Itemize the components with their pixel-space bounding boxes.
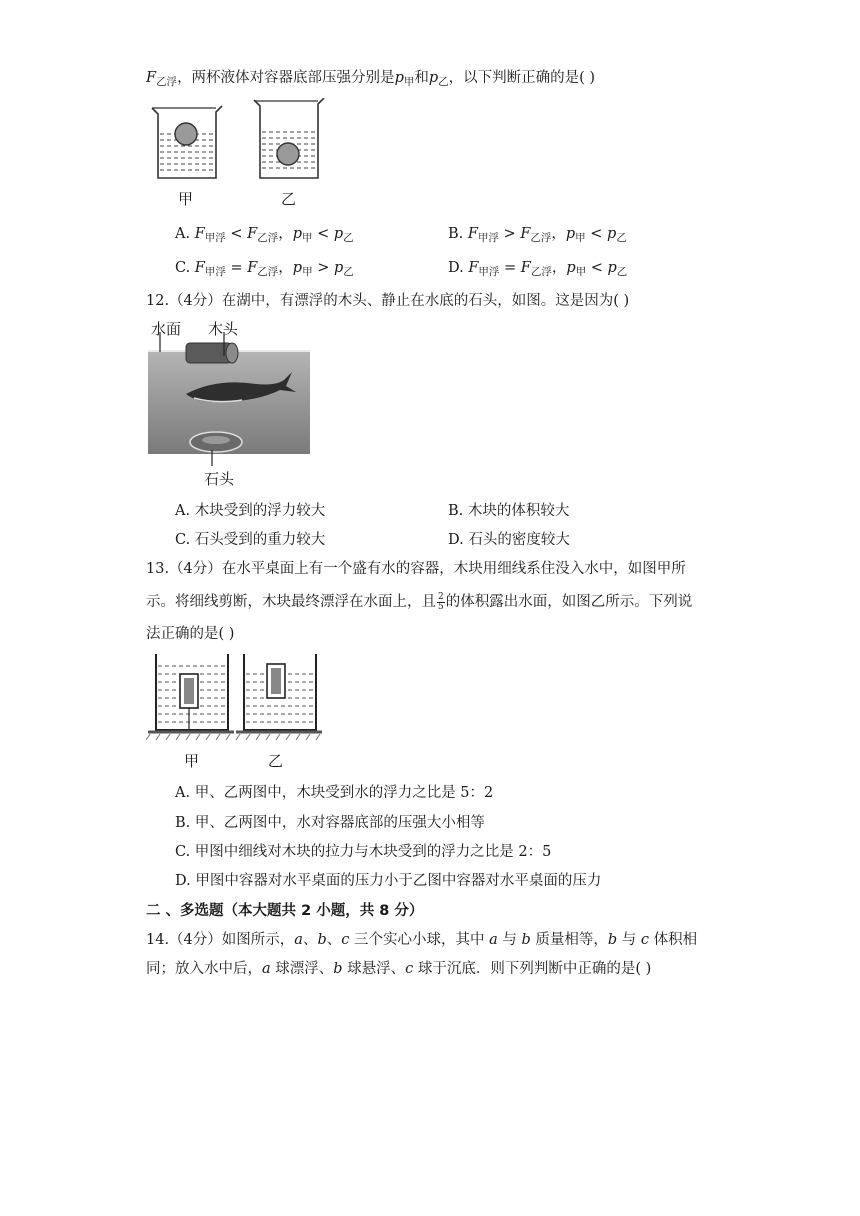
q11-option-a[interactable]: A. $F_{甲浮} < F_{乙浮}$，$p_甲 < p_乙$ bbox=[175, 226, 354, 244]
q11-beaker-figure bbox=[146, 98, 336, 188]
q13-stem-line1: 13.（4分）在水平桌面上有一个盛有水的容器，木块用细线系住没入水中，如图甲所 bbox=[146, 561, 686, 577]
q11-option-c[interactable]: C. $F_{甲浮} = F_{乙浮}$，$p_甲 > p_乙$ bbox=[175, 260, 354, 278]
q13-label-yi: 乙 bbox=[268, 752, 284, 770]
q12-stem: 12.（4分）在湖中，有漂浮的木头、静止在水底的石头，如图。这是因为( ) bbox=[146, 293, 630, 309]
wood-log bbox=[186, 343, 238, 363]
q13-container-figure bbox=[146, 650, 322, 746]
beaker-yi bbox=[254, 98, 324, 178]
q11-label-yi: 乙 bbox=[281, 190, 297, 208]
q12-option-c[interactable]: C. 石头受到的重力较大 bbox=[175, 532, 326, 548]
ball-jia bbox=[175, 123, 197, 145]
q13-option-c[interactable]: C. 甲图中细线对木块的拉力与木块受到的浮力之比是 2：5 bbox=[175, 844, 552, 860]
container-jia bbox=[146, 654, 234, 740]
q11-option-b[interactable]: B. $F_{甲浮} > F_{乙浮}$，$p_甲 < p_乙$ bbox=[448, 226, 627, 244]
container-yi bbox=[236, 654, 322, 740]
label-wood: 木头 bbox=[208, 320, 239, 338]
q13-option-b[interactable]: B. 甲、乙两图中，水对容器底部的压强大小相等 bbox=[175, 815, 485, 831]
q14-stem-line2: 同；放入水中后，a 球漂浮、b 球悬浮、c 球于沉底．则下列判断中正确的是( ) bbox=[146, 961, 652, 977]
q12-lake-figure bbox=[146, 314, 316, 490]
label-water-surface: 水面 bbox=[151, 320, 182, 338]
q13-option-d[interactable]: D. 甲图中容器对水平桌面的压力小于乙图中容器对水平桌面的压力 bbox=[175, 873, 602, 889]
fraction-two-fifths: $\frac{2}{5}$ bbox=[438, 591, 444, 612]
q13-stem-line2: 示。将细线剪断，木块最终漂浮在水面上，且 $\frac{2}{5}$ 的体积露出水面，如图乙所示。下列说 bbox=[146, 591, 693, 612]
section-title-multiple-choice: 二 、多选题（本大题共 2 小题，共 8 分） bbox=[146, 903, 424, 919]
q12-option-a[interactable]: A. 木块受到的浮力较大 bbox=[175, 503, 326, 519]
q12-option-b[interactable]: B. 木块的体积较大 bbox=[448, 503, 570, 519]
beaker-jia bbox=[152, 106, 222, 178]
q14-stem-line1: 14.（4分）如图所示，a、b、c 三个实心小球，其中 a 与 b 质量相等，b 与 c 体积相 bbox=[146, 932, 698, 948]
stone bbox=[190, 432, 242, 452]
q13-stem-line3: 法正确的是( ) bbox=[146, 626, 235, 642]
q11-stem: $F_{乙浮}$，两杯液体对容器底部压强分别是$p_甲$和$p_乙$，以下判断正确的是( ) bbox=[146, 70, 596, 88]
ball-yi bbox=[277, 143, 299, 165]
q13-option-a[interactable]: A. 甲、乙两图中，木块受到水的浮力之比是 5：2 bbox=[175, 785, 494, 801]
q13-label-jia: 甲 bbox=[184, 752, 200, 770]
q11-option-d[interactable]: D. $F_{甲浮} = F_{乙浮}$，$p_甲 < p_乙$ bbox=[448, 260, 628, 278]
q11-label-jia: 甲 bbox=[178, 190, 194, 208]
label-stone: 石头 bbox=[204, 470, 235, 488]
q12-option-d[interactable]: D. 石头的密度较大 bbox=[448, 532, 570, 548]
